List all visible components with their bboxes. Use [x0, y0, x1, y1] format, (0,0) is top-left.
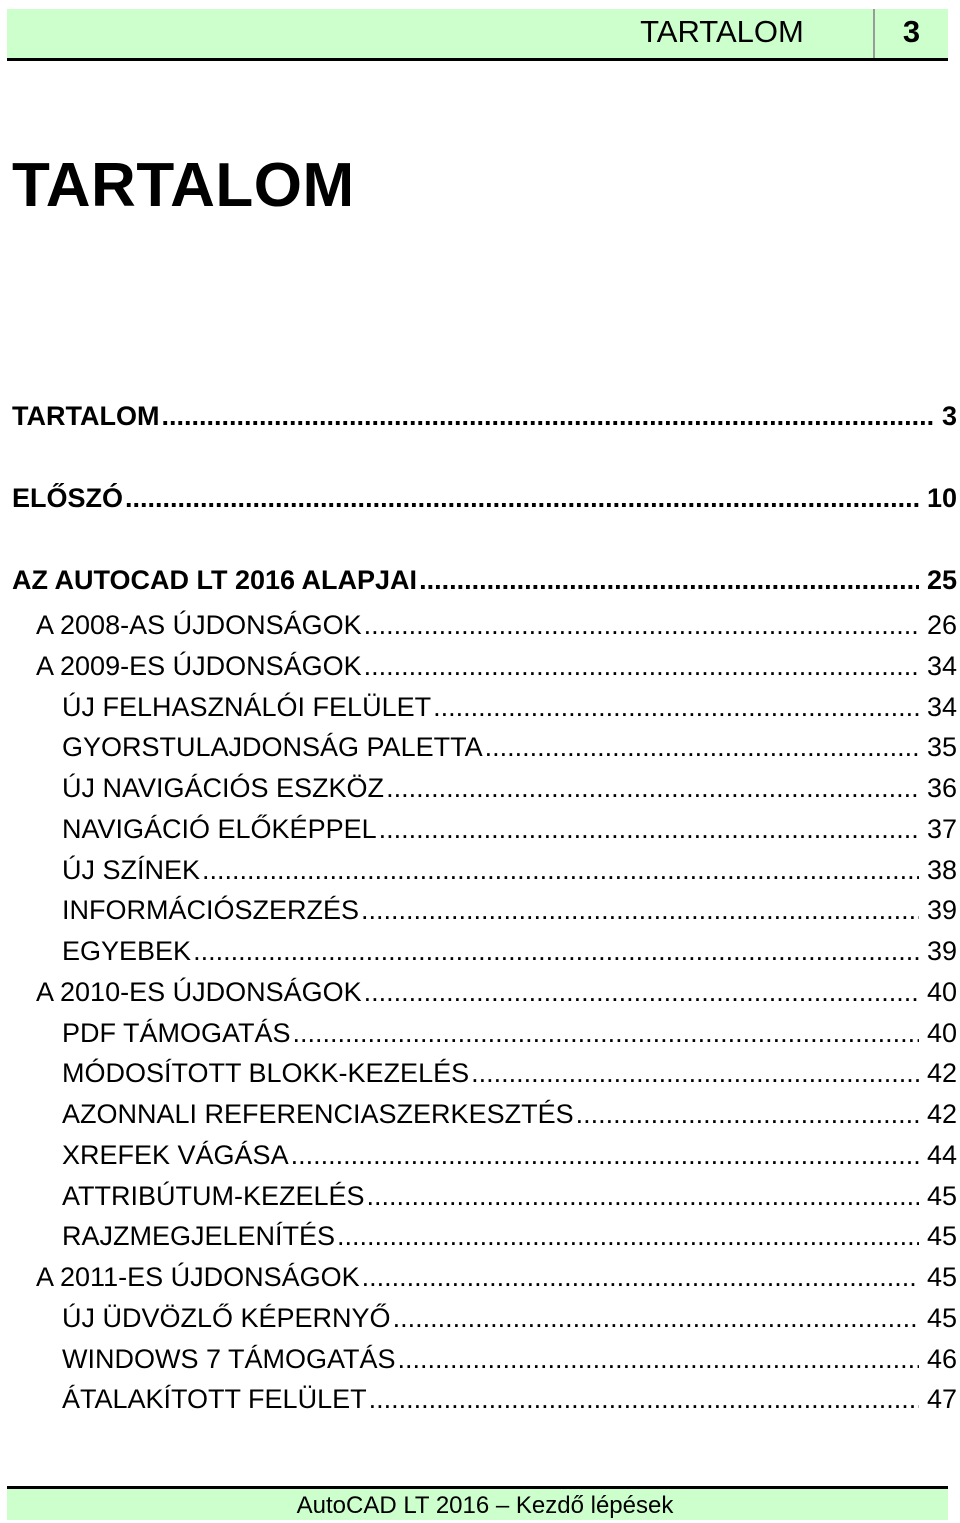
toc-dot-leader	[433, 689, 919, 725]
toc-dot-leader	[161, 398, 934, 434]
toc-entry[interactable]	[62, 1300, 957, 1336]
toc-entry[interactable]	[62, 770, 957, 806]
toc-dot-leader	[291, 1137, 919, 1173]
toc-entry-label: AZONNALI REFERENCIASZERKESZTÉS	[62, 1099, 574, 1129]
header-page-number: 3	[902, 14, 921, 49]
toc-dot-leader	[202, 852, 919, 888]
toc-entry-page: 34	[926, 691, 957, 722]
toc-entry-label: TARTALOM	[12, 401, 160, 431]
toc-entry-label: A 2011-ES ÚJDONSÁGOK	[36, 1262, 360, 1292]
toc-dot-leader	[125, 480, 919, 516]
toc-dot-leader	[471, 1055, 919, 1091]
toc-entry-label: ÚJ NAVIGÁCIÓS ESZKÖZ	[62, 773, 385, 803]
toc-entry-page: 45	[926, 1262, 957, 1292]
toc-dot-leader	[364, 648, 919, 684]
toc-entry-page: 34	[926, 650, 957, 681]
toc-entry-label: EGYEBEK	[62, 936, 192, 966]
toc-dot-leader	[362, 1259, 919, 1295]
toc-entry-label: INFORMÁCIÓSZERZÉS	[62, 895, 360, 926]
toc-entry-page: 26	[926, 610, 957, 640]
toc-entry[interactable]	[62, 933, 957, 969]
toc-entry[interactable]	[36, 974, 957, 1010]
toc-entry-label: ÚJ ÜDVÖZLŐ KÉPERNYŐ	[62, 1302, 391, 1333]
toc-entry[interactable]	[12, 398, 957, 434]
toc-dot-leader	[369, 1381, 919, 1417]
footer-text: AutoCAD LT 2016 – Kezdő lépések	[296, 1492, 674, 1519]
toc-dot-leader	[364, 607, 919, 643]
toc-entry-label: WINDOWS 7 TÁMOGATÁS	[62, 1343, 396, 1374]
toc-entry-label: ATTRIBÚTUM-KEZELÉS	[62, 1180, 365, 1211]
toc-entry[interactable]	[62, 892, 957, 928]
toc-entry[interactable]	[36, 607, 957, 643]
toc-dot-leader	[379, 811, 919, 847]
toc-dot-leader	[337, 1218, 919, 1254]
toc-entry-page: 46	[926, 1343, 957, 1374]
toc-dot-leader	[193, 933, 919, 969]
toc-entry-label: GYORSTULAJDONSÁG PALETTA	[62, 732, 483, 763]
toc-dot-leader	[386, 770, 919, 806]
toc-entry[interactable]	[12, 562, 957, 598]
toc-dot-leader	[361, 892, 919, 928]
toc-entry[interactable]	[12, 480, 957, 516]
toc-entry-label: PDF TÁMOGATÁS	[62, 1017, 291, 1048]
toc-entry-label: RAJZMEGJELENÍTÉS	[62, 1221, 336, 1252]
toc-entry-label: ÁTALAKÍTOTT FELÜLET	[62, 1384, 367, 1415]
toc-entry-page: 25	[926, 565, 957, 595]
toc-entry-page: 47	[926, 1384, 957, 1415]
toc-entry-label: A 2009-ES ÚJDONSÁGOK	[36, 650, 362, 681]
toc-entry[interactable]	[62, 1218, 957, 1254]
toc-dot-leader	[419, 562, 919, 598]
toc-entry-page: 38	[926, 854, 957, 885]
toc-entry-label: A 2008-AS ÚJDONSÁGOK	[36, 610, 362, 640]
toc-entry-page: 10	[926, 483, 957, 513]
toc-entry-label: ÚJ FELHASZNÁLÓI FELÜLET	[62, 691, 432, 722]
toc-dot-leader	[398, 1341, 919, 1377]
toc-entry-label: ELŐSZÓ	[12, 483, 124, 513]
toc-entry[interactable]	[62, 1137, 957, 1173]
toc-entry[interactable]	[62, 1015, 957, 1051]
toc-entry-page: 45	[926, 1302, 957, 1333]
toc-entry-page: 35	[926, 732, 957, 763]
header-title: TARTALOM	[640, 14, 804, 49]
toc-entry[interactable]	[62, 1381, 957, 1417]
toc-entry-page: 36	[926, 773, 957, 803]
toc-entry-label: MÓDOSÍTOTT BLOKK-KEZELÉS	[62, 1058, 470, 1089]
toc-entry-label: A 2010-ES ÚJDONSÁGOK	[36, 976, 362, 1007]
toc-entry-page: 3	[941, 401, 957, 431]
toc-entry[interactable]	[36, 648, 957, 684]
toc-entry-page: 42	[926, 1058, 957, 1089]
toc-entry-page: 37	[926, 813, 957, 844]
toc-entry-page: 39	[926, 895, 957, 926]
toc-entry[interactable]	[62, 1178, 957, 1214]
toc-entry[interactable]	[62, 729, 957, 765]
toc-entry-page: 45	[926, 1180, 957, 1211]
toc-entry[interactable]	[36, 1259, 957, 1295]
toc-dot-leader	[393, 1300, 919, 1336]
toc-entry-page: 40	[926, 976, 957, 1007]
toc-dot-leader	[576, 1096, 919, 1132]
toc-entry-page: 42	[926, 1099, 957, 1129]
toc-dot-leader	[485, 729, 919, 765]
toc-entry[interactable]	[62, 1341, 957, 1377]
toc-dot-leader	[293, 1015, 919, 1051]
page-footer	[7, 1486, 948, 1520]
toc-entry-label: ÚJ SZÍNEK	[62, 854, 201, 885]
toc-entry[interactable]	[62, 1096, 957, 1132]
toc-entry-page: 39	[926, 936, 957, 966]
page-title: TARTALOM	[12, 151, 355, 220]
toc-entry[interactable]	[62, 1055, 957, 1091]
toc-entry-label: AZ AUTOCAD LT 2016 ALAPJAI	[12, 565, 418, 595]
toc-entry[interactable]	[62, 852, 957, 888]
toc-dot-leader	[364, 974, 919, 1010]
toc-entry-label: NAVIGÁCIÓ ELŐKÉPPEL	[62, 813, 377, 844]
toc-entry[interactable]	[62, 689, 957, 725]
toc-dot-leader	[367, 1178, 919, 1214]
toc-entry-label: XREFEK VÁGÁSA	[62, 1139, 289, 1170]
toc-entry-page: 45	[926, 1221, 957, 1252]
toc-entry-page: 44	[926, 1139, 957, 1170]
toc-entry-page: 40	[926, 1017, 957, 1048]
toc-entry[interactable]	[62, 811, 957, 847]
